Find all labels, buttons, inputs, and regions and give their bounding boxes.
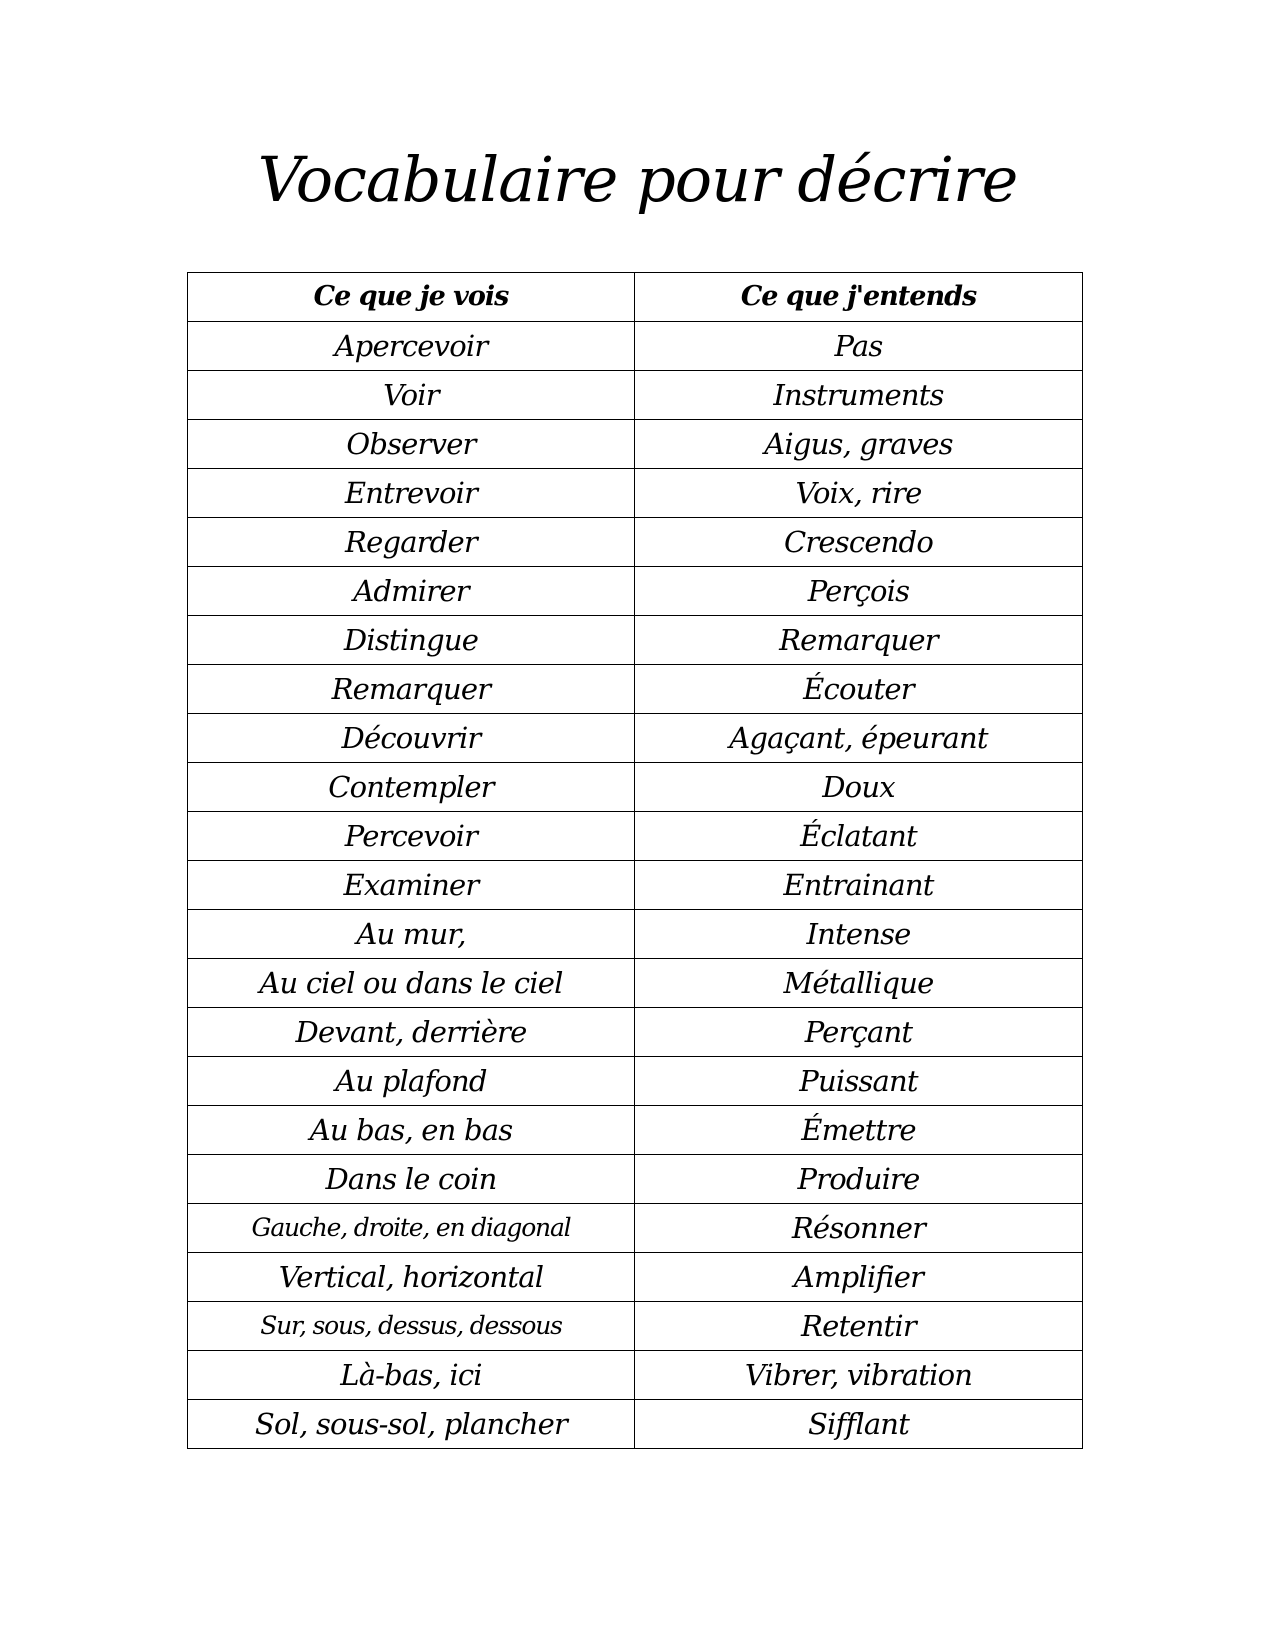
table-cell: Entrainant: [635, 861, 1083, 910]
table-cell: Observer: [188, 420, 635, 469]
table-row: [188, 1155, 1083, 1204]
table-cell: Crescendo: [635, 518, 1083, 567]
table-row: [188, 469, 1083, 518]
table-cell: Sol, sous-sol, plancher: [188, 1400, 635, 1449]
table-row: [188, 567, 1083, 616]
table-cell: Perçant: [635, 1008, 1083, 1057]
table-cell: Apercevoir: [188, 322, 635, 371]
table-row: [188, 1008, 1083, 1057]
table-cell: Aigus, graves: [635, 420, 1083, 469]
table-cell: Devant, derrière: [188, 1008, 635, 1057]
table-cell: Produire: [635, 1155, 1083, 1204]
table-cell: Agaçant, épeurant: [635, 714, 1083, 763]
table-cell: Là-bas, ici: [188, 1351, 635, 1400]
column-header-vois: Ce que je vois: [188, 273, 635, 322]
table-cell: Découvrir: [188, 714, 635, 763]
table-cell: Intense: [635, 910, 1083, 959]
table-cell: Regarder: [188, 518, 635, 567]
table-cell: Puissant: [635, 1057, 1083, 1106]
table-row: [188, 910, 1083, 959]
table-cell: Métallique: [635, 959, 1083, 1008]
table-cell: Au plafond: [188, 1057, 635, 1106]
table-row: [188, 1302, 1083, 1351]
table-cell: Pas: [635, 322, 1083, 371]
table-row: [188, 371, 1083, 420]
page-title: Vocabulaire pour décrire: [257, 143, 1018, 216]
table-row: [188, 665, 1083, 714]
table-row: [188, 518, 1083, 567]
vocabulary-table: [187, 272, 1083, 1449]
table-cell: Doux: [635, 763, 1083, 812]
table-cell: Remarquer: [635, 616, 1083, 665]
table-cell: Vibrer, vibration: [635, 1351, 1083, 1400]
table-cell: Amplifier: [635, 1253, 1083, 1302]
table-cell: Entrevoir: [188, 469, 635, 518]
table-cell: Éclatant: [635, 812, 1083, 861]
table-row: [188, 1253, 1083, 1302]
table-row: [188, 1106, 1083, 1155]
table-cell: Distingue: [188, 616, 635, 665]
table-cell: Remarquer: [188, 665, 635, 714]
table-cell: Au bas, en bas: [188, 1106, 635, 1155]
table-cell: Voir: [188, 371, 635, 420]
table-row: [188, 420, 1083, 469]
table-row: [188, 616, 1083, 665]
table-cell: Gauche, droite, en diagonal: [188, 1204, 635, 1253]
table-cell: Sifflant: [635, 1400, 1083, 1449]
table-row: [188, 1204, 1083, 1253]
table-row: [188, 959, 1083, 1008]
table-cell: Examiner: [188, 861, 635, 910]
table-cell: Sur, sous, dessus, dessous: [188, 1302, 635, 1351]
table-cell: Admirer: [188, 567, 635, 616]
table-cell: Dans le coin: [188, 1155, 635, 1204]
table-cell: Voix, rire: [635, 469, 1083, 518]
table-cell: Instruments: [635, 371, 1083, 420]
table-cell: Au ciel ou dans le ciel: [188, 959, 635, 1008]
table-row: [188, 812, 1083, 861]
table-row: [188, 322, 1083, 371]
table-cell: Au mur,: [188, 910, 635, 959]
table-cell: Émettre: [635, 1106, 1083, 1155]
table-row: [188, 1400, 1083, 1449]
table-row: [188, 1057, 1083, 1106]
table-row: [188, 714, 1083, 763]
table-cell: Percevoir: [188, 812, 635, 861]
table-cell: Écouter: [635, 665, 1083, 714]
table-cell: Perçois: [635, 567, 1083, 616]
table-cell: Contempler: [188, 763, 635, 812]
table-cell: Vertical, horizontal: [188, 1253, 635, 1302]
table-row: [188, 861, 1083, 910]
table-header-row: [188, 273, 1083, 322]
table-cell: Retentir: [635, 1302, 1083, 1351]
table-row: [188, 763, 1083, 812]
table-cell: Résonner: [635, 1204, 1083, 1253]
table-row: [188, 1351, 1083, 1400]
column-header-entends: Ce que j'entends: [635, 273, 1083, 322]
